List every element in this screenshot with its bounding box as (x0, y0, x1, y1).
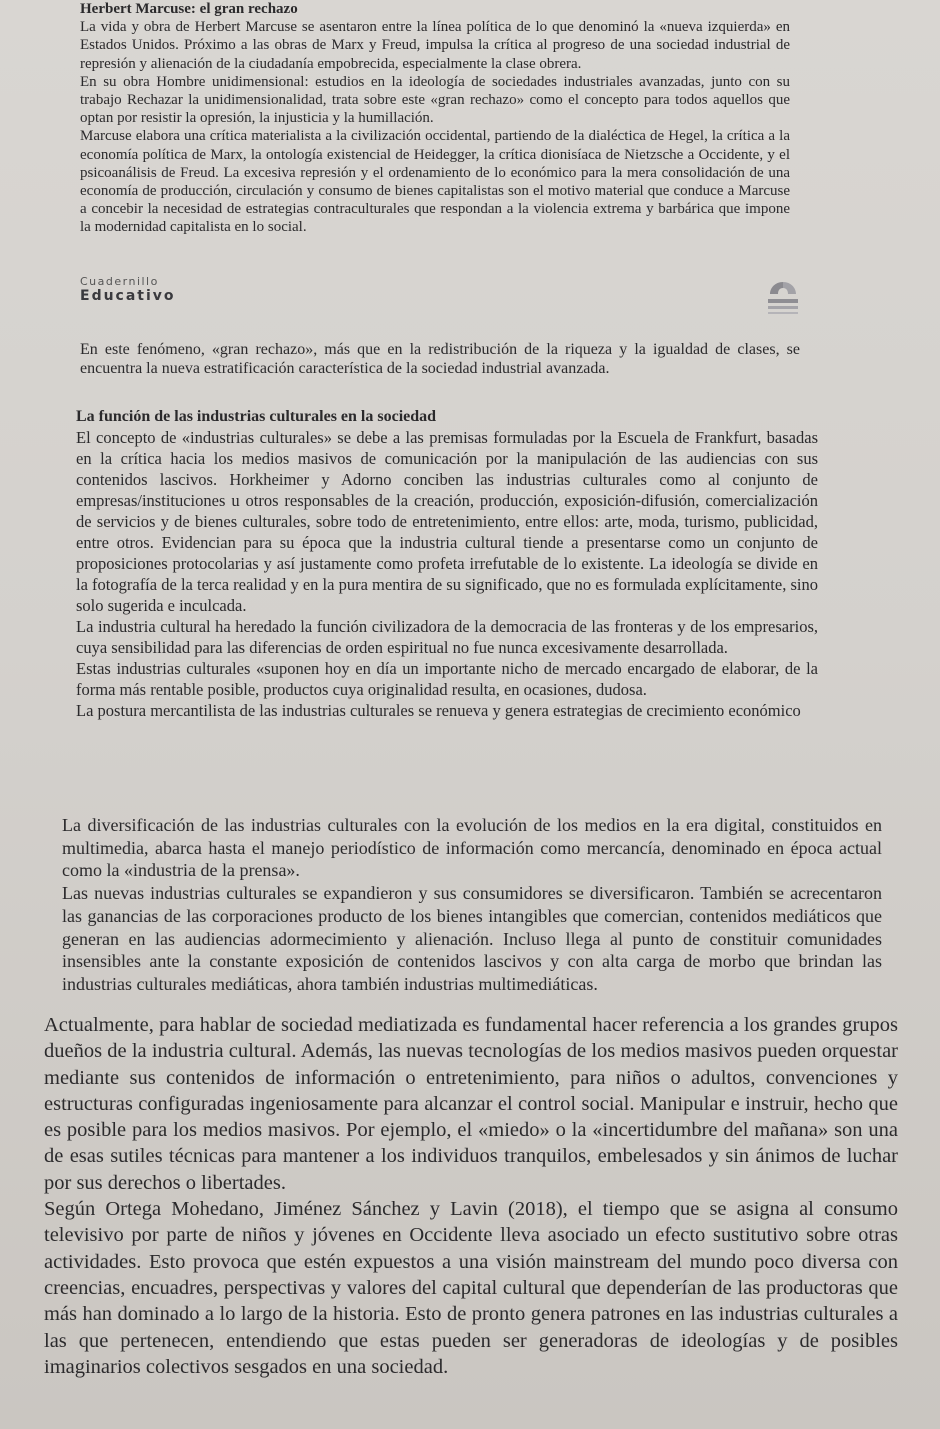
intro-section (80, 0, 790, 237)
publisher-logo (80, 276, 176, 304)
logo-big-text: Educativo (80, 288, 176, 304)
paragraph: Estas industrias culturales «suponen hoy en día un importante nicho de mercado encargado de elaborar, de la forma más rentable posible, productos cuya originalidad resulta, en ocasiones, dudosa. (76, 659, 818, 699)
mediatized-society-section (44, 1012, 898, 1380)
paragraph: Marcuse elabora una crítica materialista a la civilización occidental, partiendo de la dialéctica de Hegel, la crítica a la economía política de Marx, la ontología existencial de Heidegger, la crítica dionisíaca de Nietzsche a Occidente, y el psicoanálisis de Freud. La excesiva represión y el ordenamiento de lo económico para la mera consolidación de una economía de producción, circulación y consumo de bienes capitalistas son el motivo material que conduce a Marcuse a concebir la necesidad de estrategias contraculturales que respondan a la violencia extrema y barbárica que impone la modernidad capitalista en lo social. (80, 128, 790, 236)
document-title: Herbert Marcuse: el gran rechazo (80, 1, 298, 17)
cultural-industries-section (76, 407, 818, 721)
gran-rechazo-summary (80, 340, 800, 378)
paragraph: Las nuevas industrias culturales se expandieron y sus consumidores se diversificaron. También se acrecentaron las ganancias de las corporaciones producto de los bienes intangibles que comercian, contenidos mediáticos que generan en las audiencias adormecimiento y alienación. Incluso llega al punto de constituir comunidades insensibles ante la constante exposición de contenidos lascivos y con alta carga de morbo que brindan las industrias culturales mediáticas, ahora también industrias multimediáticas. (62, 883, 882, 994)
paragraph: Según Ortega Mohedano, Jiménez Sánchez y Lavin (2018), el tiempo que se asigna al consumo televisivo por parte de niños y jóvenes en Occidente lleva asociado un efecto sustitutivo sobre otras actividades. Esto provoca que estén expuestos a una visión mainstream del mundo poco diversa con creencias, encuadres, perspectivas y valores del capital cultural que dependerían de las productoras que más han dominado a lo largo de la historia. Esto de pronto genera patrones en las industrias culturales a las que pertenecen, entendiendo que estas pueden ser generadoras de ideologías y de posibles imaginarios colectivos sesgados en una sociedad. (44, 1198, 898, 1378)
paragraph: La vida y obra de Herbert Marcuse se asentaron entre la línea política de lo que denominó la «nueva izquierda» en Estados Unidos. Próximo a las obras de Marx y Freud, impulsa la crítica al progreso de una sociedad industrial de represión y alienación de la ciudadanía empobrecida, especialmente la clase obrera. (80, 19, 790, 72)
paragraph: Actualmente, para hablar de sociedad mediatizada es fundamental hacer referencia a los grandes grupos dueños de la industria cultural. Además, las nuevas tecnologías de los medios masivos pueden orquestar mediante sus contenidos de información o entretenimiento, para niños o adultos, convenciones y estructuras configuradas ingeniosamente para alcanzar el control social. Manipular e instruir, hecho que es posible para los medios masivos. Por ejemplo, el «miedo» o la «incertidumbre del mañana» son una de esas sutiles técnicas para mantener a los individuos tranquilos, embelesados y sin ánimos de luchar por sus derechos o libertades. (44, 1014, 898, 1194)
paragraph: El concepto de «industrias culturales» se debe a las premisas formuladas por la Escuela de Frankfurt, basadas en la crítica hacia los medios masivos de comunicación por la manipulación de las audiencias con sus contenidos lascivos. Horkheimer y Adorno conciben las industrias culturales como al conjunto de empresas/instituciones u otros responsables de la creación, producción, exposición-difusión, comercialización de servicios y de bienes culturales, sobre todo de entretenimiento, entre ellos: arte, moda, turismo, publicidad, entre otros. Evidencian para su época que la industria cultural tiende a presentarse como un conjunto de proposiciones protocolarias y así justamente como profeta irrefutable de lo existente. La ideología se divide en la fotografía de la terca realidad y en la pura mentira de su significado, que no es formulada explícitamente, sino solo sugerida e inculcada. (76, 428, 818, 615)
paragraph: En este fenómeno, «gran rechazo», más que en la redistribución de la riqueza y la igualdad de clases, se encuentra la nueva estratificación característica de la sociedad industrial avanzada. (80, 341, 800, 377)
paragraph: La industria cultural ha heredado la función civilizadora de la democracia de las fronteras y de los empresarios, cuya sensibilidad para las diferencias de orden espiritual no fue nunca excesivamente desarrollada. (76, 617, 818, 657)
diversification-section (62, 814, 882, 996)
book-icon (766, 279, 800, 317)
logo-small-text: Cuadernillo (80, 275, 159, 288)
paragraph: La postura mercantilista de las industrias culturales se renueva y genera estrategias de crecimiento económico (76, 701, 801, 720)
paragraph: La diversificación de las industrias culturales con la evolución de los medios en la era digital, constituidos en multimedia, abarca hasta el manejo periodístico de información como mercancía, denominado en época actual como la «industria de la prensa». (62, 815, 882, 881)
paragraph: En su obra Hombre unidimensional: estudios en la ideología de sociedades industriales avanzadas, junto con su trabajo Rechazar la unidimensionalidad, trata sobre este «gran rechazo» como el concepto para todos aquellos que optan por resistir la opresión, la injusticia y la humillación. (80, 73, 790, 127)
section-heading: La función de las industrias culturales en la sociedad (76, 408, 437, 425)
